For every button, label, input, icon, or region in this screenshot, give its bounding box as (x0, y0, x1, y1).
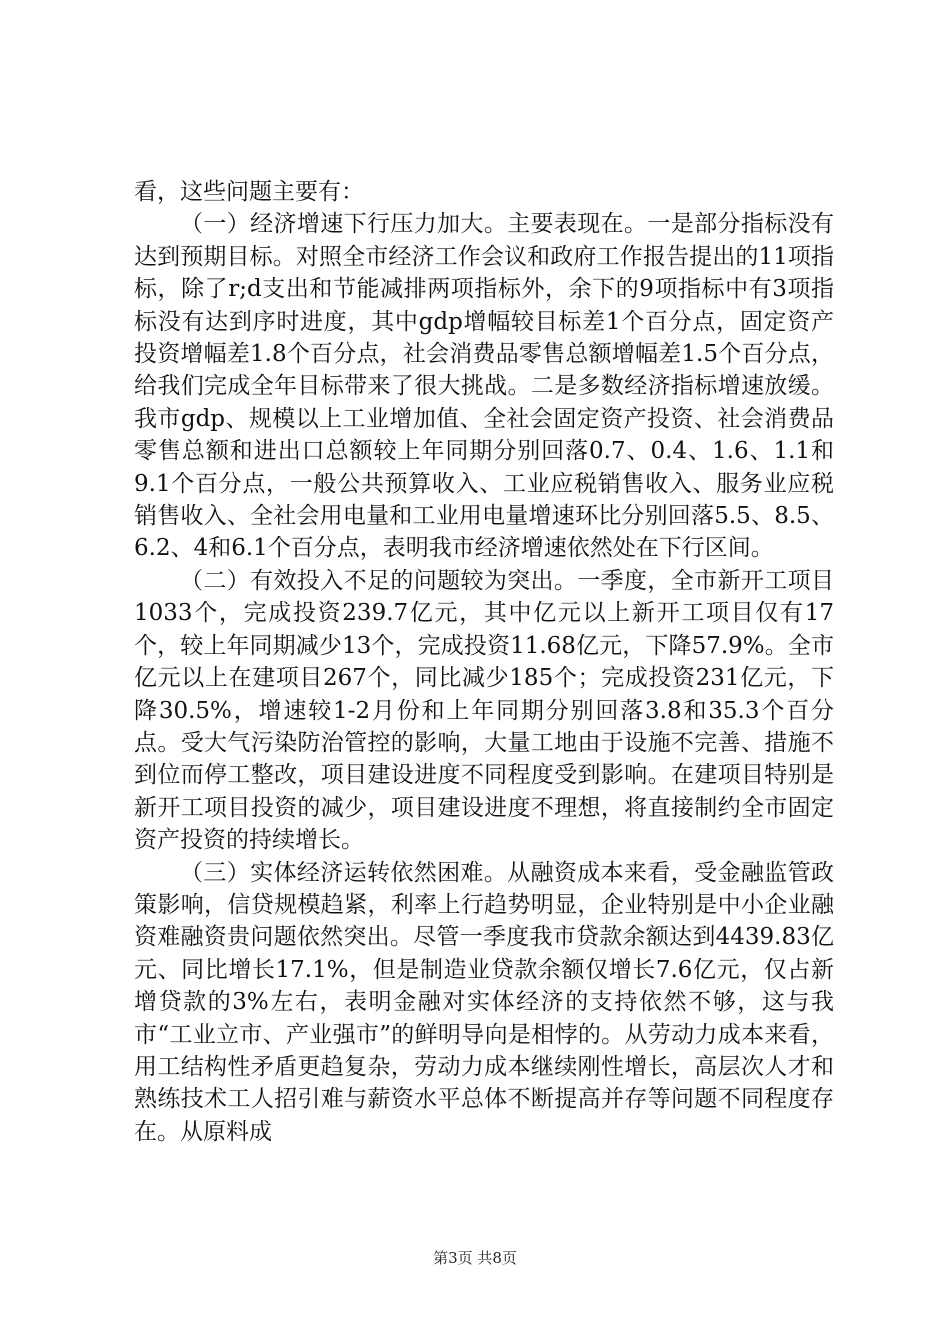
page-number-footer: 第3页 共8页 (433, 1249, 517, 1267)
paragraph-economic-slowdown: （一）经济增速下行压力加大。主要表现在。一是部分指标没有达到预期目标。对照全市经济工作会议和政府工作报告提出的11项指标，除了r;d支出和节能减排两项指标外，余下的9项指标中有3项指标没有达到序时进度，其中gdp增幅较目标差1个百分点，固定资产投资增幅差1.8个百分点，社会消费品零售总额增幅差1.5个百分点，给我们完成全年目标带来了很大挑战。二是多数经济指标增速放缓。我市gdp、规模以上工业增加值、全社会固定资产投资、社会消费品零售总额和进出口总额较上年同期分别回落0.7、0.4、1.6、1.1和9.1个百分点，一般公共预算收入、工业应税销售收入、服务业应税销售收入、全社会用电量和工业用电量增速环比分别回落5.5、8.5、6.2、4和6.1个百分点，表明我市经济增速依然处在下行区间。 (134, 211, 834, 562)
paragraph-investment-shortfall: （二）有效投入不足的问题较为突出。一季度，全市新开工项目1033个，完成投资239.7亿元，其中亿元以上新开工项目仅有17个，较上年同期减少13个，完成投资11.68亿元，下降57.9%。全市亿元以上在建项目267个，同比减少185个；完成投资231亿元，下降30.5%，增速较1-2月份和上年同期分别回落3.8和35.3个百分点。受大气污染防治管控的影响，大量工地由于设施不完善、措施不到位而停工整改，项目建设进度不同程度受到影响。在建项目特别是新开工项目投资的减少，项目建设进度不理想，将直接制约全市固定资产投资的持续增长。 (134, 567, 834, 854)
paragraph-real-economy: （三）实体经济运转依然困难。从融资成本来看，受金融监管政策影响，信贷规模趋紧，利率上行趋势明显，企业特别是中小企业融资难融资贵问题依然突出。尽管一季度我市贷款余额达到4439.83亿元、同比增长17.1%，但是制造业贷款余额仅增长7.6亿元，仅占新增贷款的3%左右，表明金融对实体经济的支持依然不够，这与我市“工业立市、产业强市”的鲜明导向是相悖的。从劳动力成本来看，用工结构性矛盾更趋复杂，劳动力成本继续刚性增长，高层次人才和熟练技术工人招引难与薪资水平总体不断提高并存等问题不同程度存在。从原料成 (134, 859, 834, 1145)
paragraph-continuation: 看，这些问题主要有： (134, 179, 364, 205)
document-body (134, 176, 834, 1148)
